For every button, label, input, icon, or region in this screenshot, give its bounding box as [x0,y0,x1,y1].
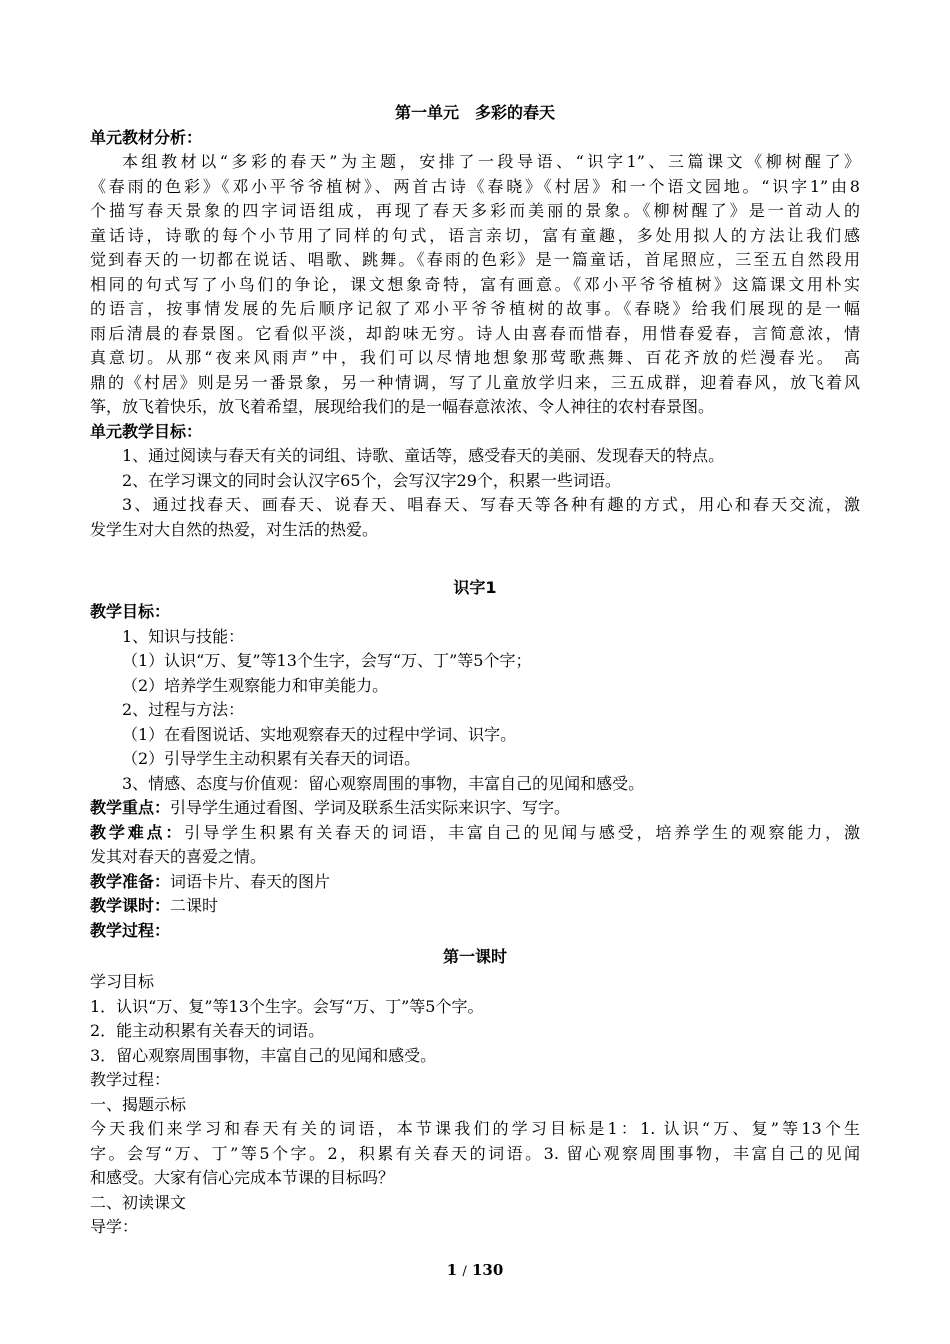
period-goals-label: 学习目标 [90,972,155,991]
page-separator: / [462,1264,467,1279]
goals-heading: 单元教学目标： [90,422,203,441]
unit-goal: 1、通过阅读与春天有关的词组、诗歌、童话等，感受春天的美丽、发现春天的特点。 [122,446,725,465]
unit-goal: 2、在学习课文的同时会认汉字65个，会写汉字29个，积累一些词语。 [122,471,621,490]
hours-label: 教学课时： [90,896,171,915]
intro-text: 字。会写“万、丁”等5个字。2，积累有关春天的词语。3. 留心观察周围事物，丰富自己的见闻 [90,1144,860,1163]
step-heading: 一、揭题示标 [90,1095,187,1114]
key-point [90,796,570,821]
period-goal: 3．留心观察周围事物，丰富自己的见闻和感受。 [90,1046,437,1065]
intro-text: 今天我们来学习和春天有关的词语，本节课我们的学习目标是1：1. 认识“万、复”等13个生 [90,1119,860,1138]
objective-item: （2）引导学生主动积累有关春天的词语。 [122,749,421,768]
process-heading: 教学过程： [90,921,171,940]
analysis-line: 鼎的《村居》则是另一番景象，另一种情调，写了儿童放学归来，三五成群，迎着春风，放飞着风 [90,373,860,392]
key-label: 教学重点： [90,798,171,817]
guide-label: 导学： [90,1217,139,1236]
prep-text: 词语卡片、春天的图片 [170,872,331,891]
objective-item: （1）在看图说话、实地观察春天的过程中学词、识字。 [122,725,517,744]
prep-label: 教学准备： [90,872,171,891]
difficulty-label: 教学难点： [90,823,185,842]
analysis-line: 的语言，按事情发展的先后顺序记叙了邓小平爷爷植树的故事。《春晓》给我们展现的是一幅 [90,299,860,318]
analysis-line: 雨后清晨的春景图。它看似平淡，却韵味无穷。诗人由喜春而惜春，用惜春爱春，言简意浓，情 [90,324,860,343]
objective-item: 1、知识与技能： [122,627,245,646]
class-hours [90,894,218,919]
analysis-line: 个描写春天景象的四字词语组成，再现了春天多彩而美丽的景象。《柳树醒了》是一首动人的 [90,201,860,220]
period-goal: 2．能主动积累有关春天的词语。 [90,1021,325,1040]
unit-title: 第一单元 多彩的春天 [394,103,555,122]
analysis-line: 童话诗，诗歌的每个小节用了同样的句式，语言亲切，富有童趣，多处用拟人的方法让我们感 [90,226,860,245]
hours-text: 二课时 [170,896,219,915]
analysis-line: 觉到春天的一切都在说话、唱歌、跳舞。《春雨的色彩》是一篇童话，首尾照应，三至五自然段用 [90,250,860,269]
analysis-line: 真意切。从那“夜来风雨声”中，我们可以尽情地想象那莺歌燕舞、百花齐放的烂漫春光。 高 [90,348,860,367]
objective-item: （1）认识“万、复”等13个生字，会写“万、丁”等5个字； [122,651,532,670]
difficulty-point [90,821,860,846]
intro-text: 和感受。大家有信心完成本节课的目标吗？ [90,1168,395,1187]
period-goal: 1．认识“万、复”等13个生字。会写“万、丁”等5个字。 [90,997,484,1016]
page-current: 1 [446,1261,458,1279]
objective-item: 2、过程与方法： [122,700,245,719]
analysis-heading: 单元教材分析： [90,128,203,147]
step-heading: 二、初读课文 [90,1193,187,1212]
analysis-line: 《春雨的色彩》《邓小平爷爷植树》、两首古诗《春晓》《村居》和一个语文园地。“识字1”由8 [90,177,860,196]
key-text: 引导学生通过看图、学词及联系生活实际来识字、写字。 [170,798,571,817]
page-total: 130 [471,1261,504,1279]
page-number [0,1261,950,1279]
period-process-label: 教学过程： [90,1070,171,1089]
analysis-line: 相同的句式写了小鸟们的争论，课文想象奇特，富有画意。《邓小平爷爷植树》这篇课文用朴实 [90,275,860,294]
unit-goal-cont: 发学生对大自然的热爱，对生活的热爱。 [90,520,379,539]
difficulty-cont: 发其对春天的喜爱之情。 [90,847,267,866]
objective-item: （2）培养学生观察能力和审美能力。 [122,676,389,695]
period-title: 第一课时 [442,947,507,966]
lesson-title: 识字1 [453,578,497,597]
difficulty-text: 引导学生积累有关春天的词语，丰富自己的见闻与感受，培养学生的观察能力，激 [184,823,860,842]
objective-item: 3、情感、态度与价值观：留心观察周围的事物，丰富自己的见闻和感受。 [122,774,645,793]
unit-goal: 3、通过找春天、画春天、说春天、唱春天、写春天等各种有趣的方式，用心和春天交流，激 [122,495,860,514]
preparation [90,870,330,895]
objectives-heading: 教学目标： [90,602,171,621]
analysis-line: 本组教材以“多彩的春天”为主题，安排了一段导语、“识字1”、三篇课文《柳树醒了》 [122,152,860,171]
analysis-line: 筝，放飞着快乐，放飞着希望，展现给我们的是一幅春意浓浓、令人神往的农村春景图。 [90,397,715,416]
